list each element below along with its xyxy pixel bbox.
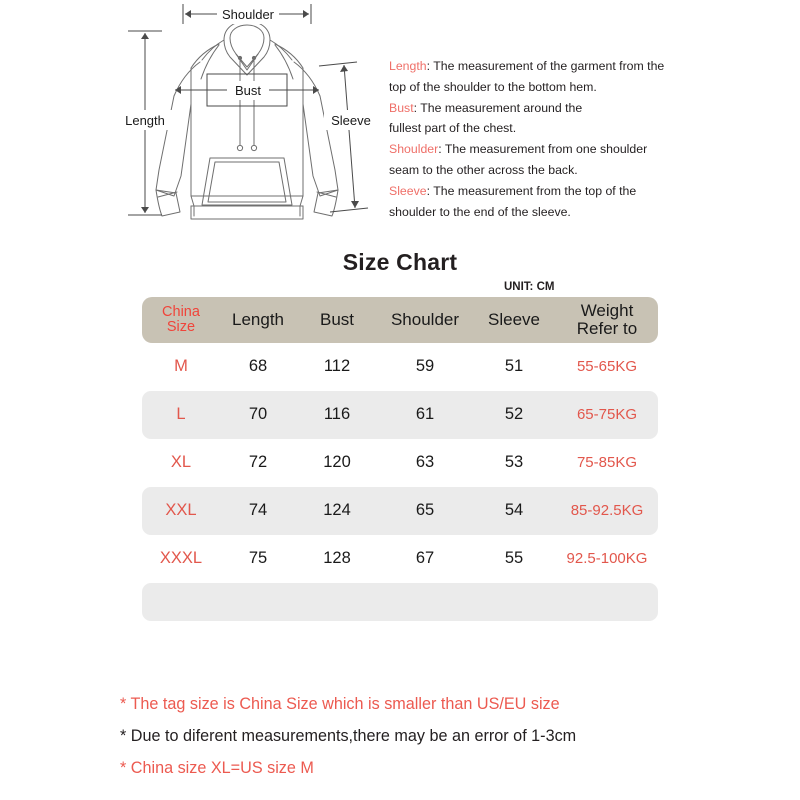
column-header-weight-line2: Refer to: [576, 319, 638, 338]
cell-length: 68: [248, 357, 268, 376]
definition-term: Bust: [389, 100, 414, 115]
cell-size: XL: [170, 453, 192, 472]
cell-size: XXXL: [159, 549, 203, 568]
cell-length: 70: [248, 405, 268, 424]
column-header-china-size: [142, 297, 220, 343]
column-header-bust: Bust: [319, 309, 355, 329]
table-header-row: [142, 297, 658, 343]
sleeve-cap-bottom: [330, 208, 368, 212]
definition-text: seam to the other across the back.: [389, 162, 578, 177]
page-title: Size Chart: [342, 249, 458, 275]
table-row-empty: [142, 583, 658, 621]
definition-line: [389, 98, 689, 119]
cell-shoulder: 61: [415, 405, 435, 424]
definition-line: [389, 56, 689, 77]
measurement-definitions: [389, 56, 689, 222]
cell-sleeve: 53: [504, 453, 524, 472]
column-header-weight-line1: Weight: [580, 300, 634, 320]
cell-shoulder: 67: [415, 549, 435, 568]
cell-bust: 120: [323, 453, 351, 472]
diagram-label-shoulder: Shoulder: [221, 7, 275, 22]
definition-text: : The measurement from one shoulder: [438, 142, 648, 157]
cell-bust: 124: [323, 501, 351, 520]
cell-shoulder: 65: [415, 501, 435, 520]
table-row: [142, 439, 658, 487]
footer-note: * The tag size is China Size which is smaller than US/EU size: [120, 695, 560, 713]
sleeve-arrow-line: [344, 65, 355, 208]
diagram-label-length: Length: [125, 113, 165, 128]
cell-sleeve: 55: [504, 549, 524, 568]
cell-sleeve: 54: [504, 501, 524, 520]
definition-line: [389, 77, 689, 98]
unit-label: UNIT: CM: [504, 281, 555, 293]
footer-note: * China size XL=US size M: [120, 759, 314, 777]
cell-length: 75: [248, 549, 268, 568]
cell-weight: 55-65KG: [576, 357, 638, 375]
cell-size: M: [174, 357, 188, 376]
table-row: [142, 391, 658, 439]
table-row: [142, 487, 658, 535]
cell-size: XXL: [165, 501, 197, 520]
table-row: [142, 343, 658, 391]
definition-line: [389, 181, 689, 202]
column-header-china-size-line1: China: [162, 303, 200, 320]
definition-text: top of the shoulder to the bottom hem.: [389, 79, 597, 94]
definition-text: : The measurement from the top of the: [426, 183, 637, 198]
cell-bust: 128: [323, 549, 351, 568]
cell-size: L: [176, 405, 186, 424]
definition-text: fullest part of the chest.: [389, 121, 517, 136]
footer-note: * Due to diferent measurements,there may be an error of 1-3cm: [120, 727, 577, 745]
diagram-label-bust: Bust: [234, 83, 262, 98]
definition-line: [389, 139, 689, 160]
cell-length: 74: [248, 501, 268, 520]
table-row: [142, 535, 658, 583]
cell-shoulder: 59: [415, 357, 435, 376]
cell-weight: 85-92.5KG: [570, 501, 644, 519]
definition-term: Sleeve: [389, 183, 427, 198]
footer-notes: [120, 688, 720, 784]
cell-shoulder: 63: [415, 453, 435, 472]
column-header-china-size-line2: Size: [166, 319, 196, 335]
cell-sleeve: 51: [504, 357, 524, 376]
sleeve-cap-top: [319, 62, 357, 66]
column-header-sleeve: Sleeve: [488, 309, 540, 329]
cell-weight: 65-75KG: [576, 405, 638, 423]
definition-term: Length: [389, 59, 427, 73]
definition-text: : The measurement of the garment from the: [426, 59, 665, 73]
size-table: [142, 297, 658, 621]
cell-weight: 75-85KG: [576, 453, 638, 471]
definition-line: [389, 160, 689, 181]
column-header-length: Length: [232, 309, 284, 329]
definition-text: shoulder to the end of the sleeve.: [389, 204, 571, 219]
definition-text: : The measurement around the: [413, 100, 583, 115]
column-header-shoulder: Shoulder: [390, 309, 460, 329]
cell-bust: 116: [323, 405, 351, 424]
cell-length: 72: [248, 453, 268, 472]
cell-sleeve: 52: [504, 405, 524, 424]
diagram-label-sleeve: Sleeve: [331, 113, 371, 128]
cell-bust: 112: [323, 357, 351, 376]
hoodie-line-drawing: [112, 0, 382, 240]
definition-line: [389, 202, 689, 223]
column-header-weight: [556, 297, 658, 343]
definition-line: [389, 118, 689, 139]
garment-diagram: [112, 0, 382, 240]
cell-weight: 92.5-100KG: [566, 549, 648, 567]
definition-term: Shoulder: [389, 142, 439, 157]
